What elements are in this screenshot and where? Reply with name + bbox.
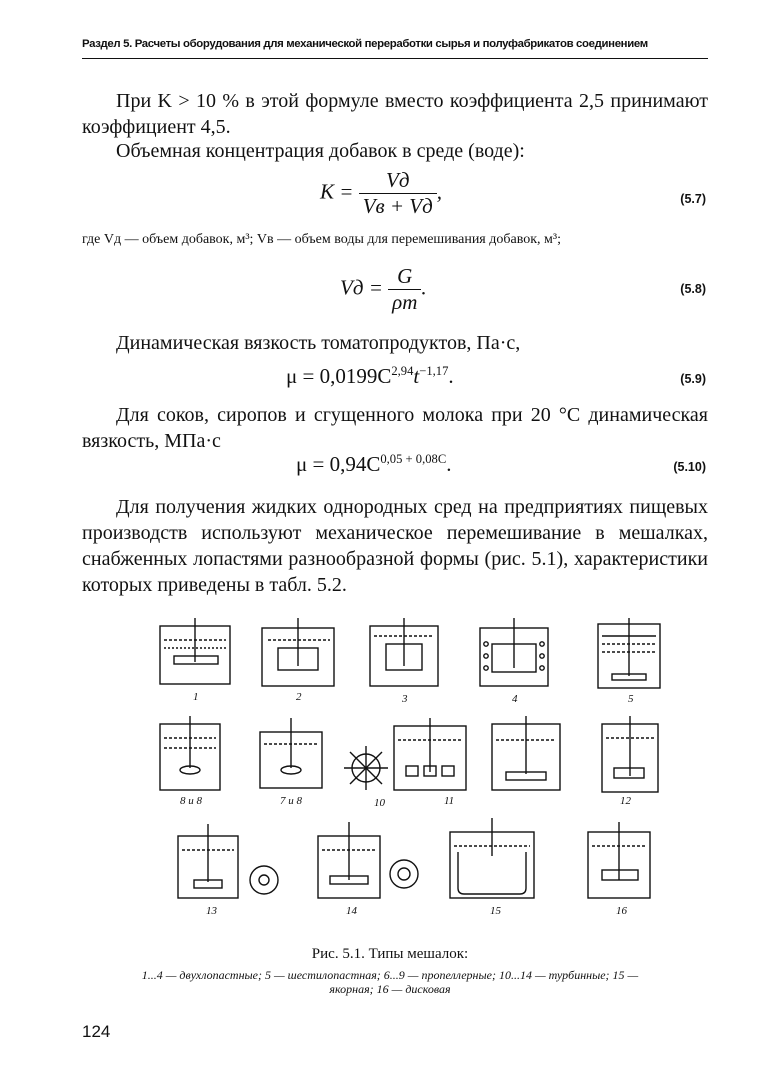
figure-label-11: 11: [444, 795, 455, 807]
mixer-diagram-13: [178, 824, 278, 898]
figure-label-16: 16: [616, 905, 627, 917]
mixer-types-figure: [150, 618, 670, 938]
formula-5-9: $\mu = 0,0199C^{2,94}t^{-1,17}$.: [286, 364, 454, 388]
figure-label-3: 3: [402, 693, 408, 705]
paragraph-juices-viscosity: Для соков, сиропов и сгущенного молока при 20 °С динамическая вязкость, МПа·с: [82, 404, 708, 452]
figure-label-4: 4: [512, 693, 518, 705]
mixer-diagram-5: [598, 618, 660, 688]
mixer-diagram-7: [260, 718, 322, 788]
mixer-diagram-16: [588, 822, 650, 898]
paragraph-volume-concentration: Объемная концентрация добавок в среде (воде):: [116, 140, 525, 162]
paragraph-k-coefficient: При K > 10 % в этой формуле вместо коэффициента 2,5 принимают коэффициент 4,5.: [82, 90, 708, 138]
mixer-diagram-11: [394, 718, 466, 790]
formula-5-7: K = $\frac{Vд}{Vв + Vд}$ ,: [320, 168, 443, 218]
figure-label-1: 1: [193, 691, 199, 703]
running-header: Раздел 5. Расчеты оборудования для механической переработки сырья и полуфабрикатов соединением: [82, 38, 648, 50]
paragraph-where: где Vд — объем добавок, м³; Vв — объем воды для перемешивания добавок, м³;: [82, 232, 561, 247]
figure-label-13: 13: [206, 905, 217, 917]
figure-label-5: 5: [628, 693, 634, 705]
figure-caption: Рис. 5.1. Типы мешалок:: [311, 946, 469, 962]
figure-label-6-8: 8 и 8: [180, 795, 202, 807]
mixer-diagram-6: [160, 716, 220, 790]
mixer-diagram-14: [318, 822, 418, 898]
equation-number-5-9: (5.9): [680, 372, 706, 386]
figure-label-10: 10: [374, 797, 385, 809]
figure-label-2: 2: [296, 691, 302, 703]
mixer-diagram-1: [160, 618, 230, 684]
figure-label-7-8: 7 и 8: [280, 795, 302, 807]
mixer-diagram-10: [344, 746, 388, 790]
mixer-diagram-2: [262, 618, 334, 686]
page-number: 124: [82, 1022, 111, 1041]
mixer-diagram-12: [602, 716, 658, 792]
equation-number-5-8: (5.8): [680, 282, 706, 296]
figure-label-14: 14: [346, 905, 357, 917]
formula-5-8: Vд = $\frac{G}{\rho т}$ .: [340, 264, 427, 314]
equation-number-5-10: (5.10): [673, 460, 706, 474]
mixer-diagram-3: [370, 618, 438, 686]
header-rule: [82, 58, 708, 59]
paragraph-tomato-viscosity: Динамическая вязкость томатопродуктов, Па·с,: [116, 332, 521, 354]
mixer-diagram-4: [480, 618, 548, 686]
figure-label-15: 15: [490, 905, 501, 917]
paragraph-mixing: Для получения жидких однородных сред на предприятиях пищевых производств используют механическое перемешивание в мешалках, снабженных лопастями разнообразной формы (рис. 5.1), характеристики которых приведены в табл. 5.2.: [82, 496, 708, 596]
mixer-diagram-11b: [492, 716, 560, 790]
formula-5-10: $\mu = 0,94C^{0,05 + 0,08C}$.: [296, 452, 452, 476]
equation-number-5-7: (5.7): [680, 192, 706, 206]
figure-legend: 1...4 — двухлопастные; 5 — шестилопастная; 6...9 — пропеллерные; 10...14 — турбинные; 15 — якорная; 16 — дисковая: [141, 968, 639, 996]
mixer-diagram-15: [450, 818, 534, 898]
figure-label-12: 12: [620, 795, 631, 807]
